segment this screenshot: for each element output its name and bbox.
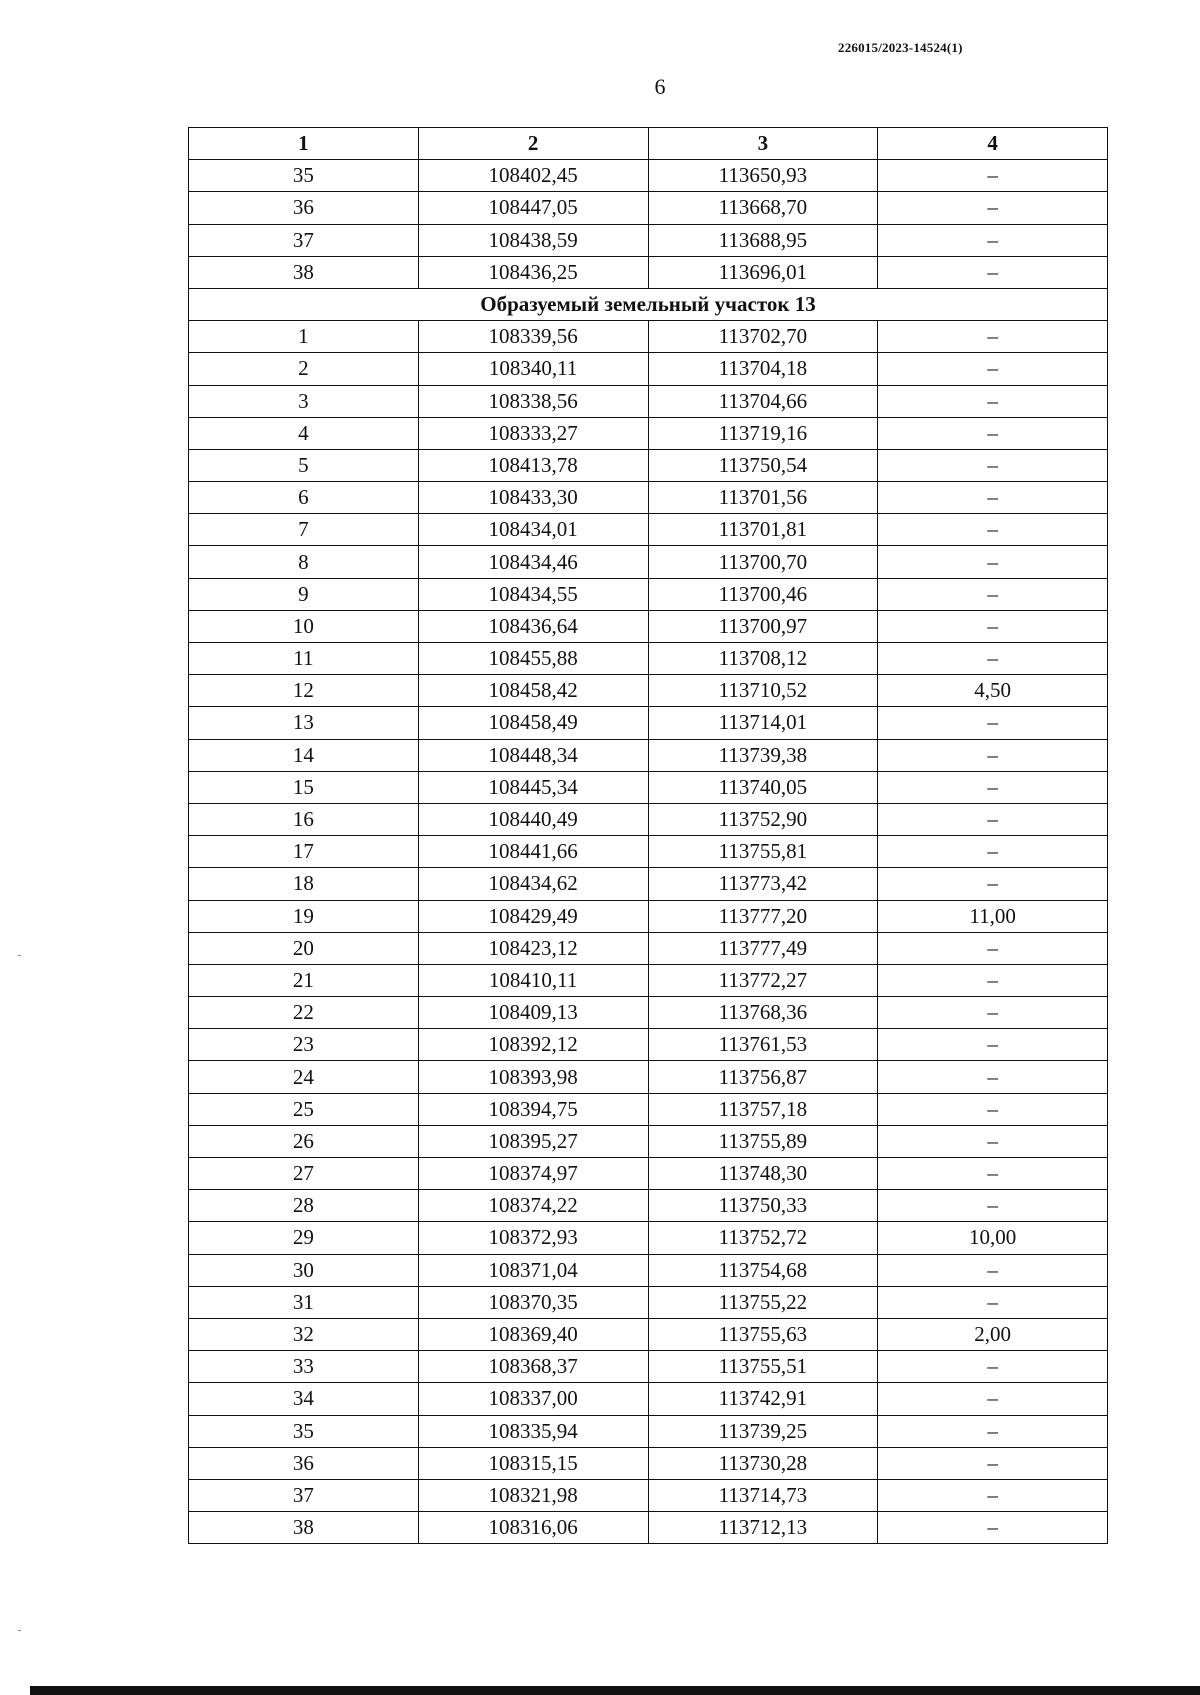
scan-edge-bar xyxy=(30,1686,1200,1695)
point-number-cell: 27 xyxy=(189,1158,419,1190)
point-number-cell: 37 xyxy=(189,1479,419,1511)
value-cell: – xyxy=(878,578,1108,610)
point-number-cell: 26 xyxy=(189,1125,419,1157)
column-header: 1 xyxy=(189,128,419,160)
y-coordinate-cell: 113755,89 xyxy=(648,1125,878,1157)
scan-speck xyxy=(18,955,21,956)
x-coordinate-cell: 108434,01 xyxy=(418,514,648,546)
x-coordinate-cell: 108321,98 xyxy=(418,1479,648,1511)
point-number-cell: 34 xyxy=(189,1383,419,1415)
table-row xyxy=(189,449,1108,481)
y-coordinate-cell: 113740,05 xyxy=(648,771,878,803)
value-cell: – xyxy=(878,1093,1108,1125)
y-coordinate-cell: 113701,81 xyxy=(648,514,878,546)
x-coordinate-cell: 108440,49 xyxy=(418,803,648,835)
point-number-cell: 24 xyxy=(189,1061,419,1093)
y-coordinate-cell: 113755,51 xyxy=(648,1351,878,1383)
point-number-cell: 5 xyxy=(189,449,419,481)
column-header: 2 xyxy=(418,128,648,160)
y-coordinate-cell: 113714,73 xyxy=(648,1479,878,1511)
y-coordinate-cell: 113739,25 xyxy=(648,1415,878,1447)
table-row xyxy=(189,610,1108,642)
column-header: 3 xyxy=(648,128,878,160)
y-coordinate-cell: 113754,68 xyxy=(648,1254,878,1286)
point-number-cell: 11 xyxy=(189,643,419,675)
table-row xyxy=(189,578,1108,610)
y-coordinate-cell: 113777,20 xyxy=(648,900,878,932)
y-coordinate-cell: 113755,63 xyxy=(648,1318,878,1350)
value-cell: – xyxy=(878,932,1108,964)
y-coordinate-cell: 113772,27 xyxy=(648,964,878,996)
point-number-cell: 4 xyxy=(189,417,419,449)
scan-speck xyxy=(18,1630,21,1631)
point-number-cell: 14 xyxy=(189,739,419,771)
table-row xyxy=(189,1093,1108,1125)
y-coordinate-cell: 113696,01 xyxy=(648,256,878,288)
point-number-cell: 2 xyxy=(189,353,419,385)
x-coordinate-cell: 108434,62 xyxy=(418,868,648,900)
point-number-cell: 38 xyxy=(189,256,419,288)
table-row xyxy=(189,1318,1108,1350)
y-coordinate-cell: 113688,95 xyxy=(648,224,878,256)
table-row xyxy=(189,1479,1108,1511)
x-coordinate-cell: 108438,59 xyxy=(418,224,648,256)
x-coordinate-cell: 108395,27 xyxy=(418,1125,648,1157)
point-number-cell: 3 xyxy=(189,385,419,417)
y-coordinate-cell: 113742,91 xyxy=(648,1383,878,1415)
x-coordinate-cell: 108369,40 xyxy=(418,1318,648,1350)
y-coordinate-cell: 113750,33 xyxy=(648,1190,878,1222)
x-coordinate-cell: 108429,49 xyxy=(418,900,648,932)
point-number-cell: 30 xyxy=(189,1254,419,1286)
point-number-cell: 25 xyxy=(189,1093,419,1125)
x-coordinate-cell: 108409,13 xyxy=(418,997,648,1029)
x-coordinate-cell: 108338,56 xyxy=(418,385,648,417)
point-number-cell: 36 xyxy=(189,1447,419,1479)
value-cell: – xyxy=(878,964,1108,996)
x-coordinate-cell: 108436,64 xyxy=(418,610,648,642)
table-row xyxy=(189,256,1108,288)
x-coordinate-cell: 108340,11 xyxy=(418,353,648,385)
point-number-cell: 37 xyxy=(189,224,419,256)
point-number-cell: 16 xyxy=(189,803,419,835)
x-coordinate-cell: 108458,42 xyxy=(418,675,648,707)
point-number-cell: 10 xyxy=(189,610,419,642)
table-row xyxy=(189,417,1108,449)
y-coordinate-cell: 113710,52 xyxy=(648,675,878,707)
x-coordinate-cell: 108370,35 xyxy=(418,1286,648,1318)
table-header-row xyxy=(189,128,1108,160)
x-coordinate-cell: 108413,78 xyxy=(418,449,648,481)
value-cell: – xyxy=(878,1254,1108,1286)
table-row xyxy=(189,1222,1108,1254)
table-row xyxy=(189,1351,1108,1383)
table-row xyxy=(189,353,1108,385)
value-cell: – xyxy=(878,1158,1108,1190)
x-coordinate-cell: 108447,05 xyxy=(418,192,648,224)
table-row xyxy=(189,997,1108,1029)
y-coordinate-cell: 113752,90 xyxy=(648,803,878,835)
value-cell: – xyxy=(878,1447,1108,1479)
table-row xyxy=(189,868,1108,900)
point-number-cell: 33 xyxy=(189,1351,419,1383)
x-coordinate-cell: 108339,56 xyxy=(418,321,648,353)
y-coordinate-cell: 113700,97 xyxy=(648,610,878,642)
value-cell: – xyxy=(878,1512,1108,1544)
y-coordinate-cell: 113773,42 xyxy=(648,868,878,900)
value-cell: – xyxy=(878,739,1108,771)
y-coordinate-cell: 113750,54 xyxy=(648,449,878,481)
y-coordinate-cell: 113777,49 xyxy=(648,932,878,964)
value-cell: – xyxy=(878,256,1108,288)
x-coordinate-cell: 108374,97 xyxy=(418,1158,648,1190)
x-coordinate-cell: 108333,27 xyxy=(418,417,648,449)
table-row xyxy=(189,482,1108,514)
table-row xyxy=(189,1254,1108,1286)
point-number-cell: 23 xyxy=(189,1029,419,1061)
point-number-cell: 19 xyxy=(189,900,419,932)
y-coordinate-cell: 113755,22 xyxy=(648,1286,878,1318)
value-cell: – xyxy=(878,417,1108,449)
y-coordinate-cell: 113755,81 xyxy=(648,836,878,868)
value-cell: – xyxy=(878,1415,1108,1447)
table-row xyxy=(189,514,1108,546)
value-cell: – xyxy=(878,321,1108,353)
point-number-cell: 28 xyxy=(189,1190,419,1222)
point-number-cell: 21 xyxy=(189,964,419,996)
value-cell: – xyxy=(878,1125,1108,1157)
y-coordinate-cell: 113757,18 xyxy=(648,1093,878,1125)
table-row xyxy=(189,964,1108,996)
table-row xyxy=(189,1447,1108,1479)
x-coordinate-cell: 108394,75 xyxy=(418,1093,648,1125)
table-row xyxy=(189,1286,1108,1318)
point-number-cell: 12 xyxy=(189,675,419,707)
section-row xyxy=(189,288,1108,320)
table-row xyxy=(189,385,1108,417)
x-coordinate-cell: 108445,34 xyxy=(418,771,648,803)
page-number: 6 xyxy=(654,74,666,99)
point-number-cell: 13 xyxy=(189,707,419,739)
table-row xyxy=(189,192,1108,224)
value-cell: – xyxy=(878,707,1108,739)
value-cell: 2,00 xyxy=(878,1318,1108,1350)
value-cell: – xyxy=(878,1479,1108,1511)
y-coordinate-cell: 113708,12 xyxy=(648,643,878,675)
table-row xyxy=(189,224,1108,256)
y-coordinate-cell: 113752,72 xyxy=(648,1222,878,1254)
y-coordinate-cell: 113650,93 xyxy=(648,160,878,192)
y-coordinate-cell: 113701,56 xyxy=(648,482,878,514)
point-number-cell: 15 xyxy=(189,771,419,803)
table-row xyxy=(189,1125,1108,1157)
table-row xyxy=(189,803,1108,835)
value-cell: – xyxy=(878,514,1108,546)
y-coordinate-cell: 113714,01 xyxy=(648,707,878,739)
x-coordinate-cell: 108392,12 xyxy=(418,1029,648,1061)
value-cell: – xyxy=(878,1383,1108,1415)
point-number-cell: 35 xyxy=(189,160,419,192)
value-cell: – xyxy=(878,643,1108,675)
value-cell: – xyxy=(878,449,1108,481)
point-number-cell: 7 xyxy=(189,514,419,546)
table-body xyxy=(189,160,1108,1544)
y-coordinate-cell: 113704,66 xyxy=(648,385,878,417)
value-cell: – xyxy=(878,385,1108,417)
table-row xyxy=(189,643,1108,675)
y-coordinate-cell: 113700,46 xyxy=(648,578,878,610)
document-id: 226015/2023-14524(1) xyxy=(838,40,963,55)
table-row xyxy=(189,1190,1108,1222)
table-row xyxy=(189,771,1108,803)
x-coordinate-cell: 108458,49 xyxy=(418,707,648,739)
column-header: 4 xyxy=(878,128,1108,160)
y-coordinate-cell: 113768,36 xyxy=(648,997,878,1029)
value-cell: – xyxy=(878,546,1108,578)
x-coordinate-cell: 108316,06 xyxy=(418,1512,648,1544)
point-number-cell: 36 xyxy=(189,192,419,224)
y-coordinate-cell: 113712,13 xyxy=(648,1512,878,1544)
section-title: Образуемый земельный участок 13 xyxy=(189,288,1108,320)
point-number-cell: 31 xyxy=(189,1286,419,1318)
point-number-cell: 22 xyxy=(189,997,419,1029)
y-coordinate-cell: 113700,70 xyxy=(648,546,878,578)
y-coordinate-cell: 113702,70 xyxy=(648,321,878,353)
table-row xyxy=(189,546,1108,578)
value-cell: – xyxy=(878,353,1108,385)
value-cell: – xyxy=(878,997,1108,1029)
x-coordinate-cell: 108434,55 xyxy=(418,578,648,610)
x-coordinate-cell: 108433,30 xyxy=(418,482,648,514)
value-cell: – xyxy=(878,224,1108,256)
y-coordinate-cell: 113756,87 xyxy=(648,1061,878,1093)
value-cell: – xyxy=(878,803,1108,835)
y-coordinate-cell: 113719,16 xyxy=(648,417,878,449)
point-number-cell: 6 xyxy=(189,482,419,514)
x-coordinate-cell: 108448,34 xyxy=(418,739,648,771)
value-cell: 10,00 xyxy=(878,1222,1108,1254)
table-row xyxy=(189,707,1108,739)
y-coordinate-cell: 113748,30 xyxy=(648,1158,878,1190)
x-coordinate-cell: 108410,11 xyxy=(418,964,648,996)
table-row xyxy=(189,1029,1108,1061)
table-row xyxy=(189,932,1108,964)
table-row xyxy=(189,1415,1108,1447)
value-cell: – xyxy=(878,610,1108,642)
value-cell: – xyxy=(878,160,1108,192)
y-coordinate-cell: 113730,28 xyxy=(648,1447,878,1479)
value-cell: 4,50 xyxy=(878,675,1108,707)
x-coordinate-cell: 108393,98 xyxy=(418,1061,648,1093)
x-coordinate-cell: 108335,94 xyxy=(418,1415,648,1447)
table-row xyxy=(189,1158,1108,1190)
value-cell: – xyxy=(878,1286,1108,1318)
table-row xyxy=(189,160,1108,192)
x-coordinate-cell: 108368,37 xyxy=(418,1351,648,1383)
x-coordinate-cell: 108371,04 xyxy=(418,1254,648,1286)
value-cell: – xyxy=(878,1190,1108,1222)
x-coordinate-cell: 108374,22 xyxy=(418,1190,648,1222)
value-cell: – xyxy=(878,1029,1108,1061)
point-number-cell: 8 xyxy=(189,546,419,578)
x-coordinate-cell: 108402,45 xyxy=(418,160,648,192)
y-coordinate-cell: 113761,53 xyxy=(648,1029,878,1061)
value-cell: – xyxy=(878,1061,1108,1093)
y-coordinate-cell: 113739,38 xyxy=(648,739,878,771)
x-coordinate-cell: 108315,15 xyxy=(418,1447,648,1479)
point-number-cell: 32 xyxy=(189,1318,419,1350)
x-coordinate-cell: 108434,46 xyxy=(418,546,648,578)
point-number-cell: 38 xyxy=(189,1512,419,1544)
x-coordinate-cell: 108441,66 xyxy=(418,836,648,868)
point-number-cell: 1 xyxy=(189,321,419,353)
table-row xyxy=(189,1512,1108,1544)
y-coordinate-cell: 113668,70 xyxy=(648,192,878,224)
coordinates-table xyxy=(188,127,1108,1544)
x-coordinate-cell: 108436,25 xyxy=(418,256,648,288)
point-number-cell: 18 xyxy=(189,868,419,900)
value-cell: – xyxy=(878,1351,1108,1383)
value-cell: – xyxy=(878,868,1108,900)
table-row xyxy=(189,321,1108,353)
table-row xyxy=(189,739,1108,771)
value-cell: – xyxy=(878,192,1108,224)
point-number-cell: 9 xyxy=(189,578,419,610)
table-row xyxy=(189,675,1108,707)
point-number-cell: 35 xyxy=(189,1415,419,1447)
value-cell: – xyxy=(878,771,1108,803)
table-row xyxy=(189,1061,1108,1093)
point-number-cell: 29 xyxy=(189,1222,419,1254)
point-number-cell: 20 xyxy=(189,932,419,964)
table-row xyxy=(189,836,1108,868)
table-row xyxy=(189,1383,1108,1415)
value-cell: 11,00 xyxy=(878,900,1108,932)
value-cell: – xyxy=(878,482,1108,514)
x-coordinate-cell: 108423,12 xyxy=(418,932,648,964)
value-cell: – xyxy=(878,836,1108,868)
table-row xyxy=(189,900,1108,932)
x-coordinate-cell: 108455,88 xyxy=(418,643,648,675)
x-coordinate-cell: 108372,93 xyxy=(418,1222,648,1254)
x-coordinate-cell: 108337,00 xyxy=(418,1383,648,1415)
y-coordinate-cell: 113704,18 xyxy=(648,353,878,385)
point-number-cell: 17 xyxy=(189,836,419,868)
